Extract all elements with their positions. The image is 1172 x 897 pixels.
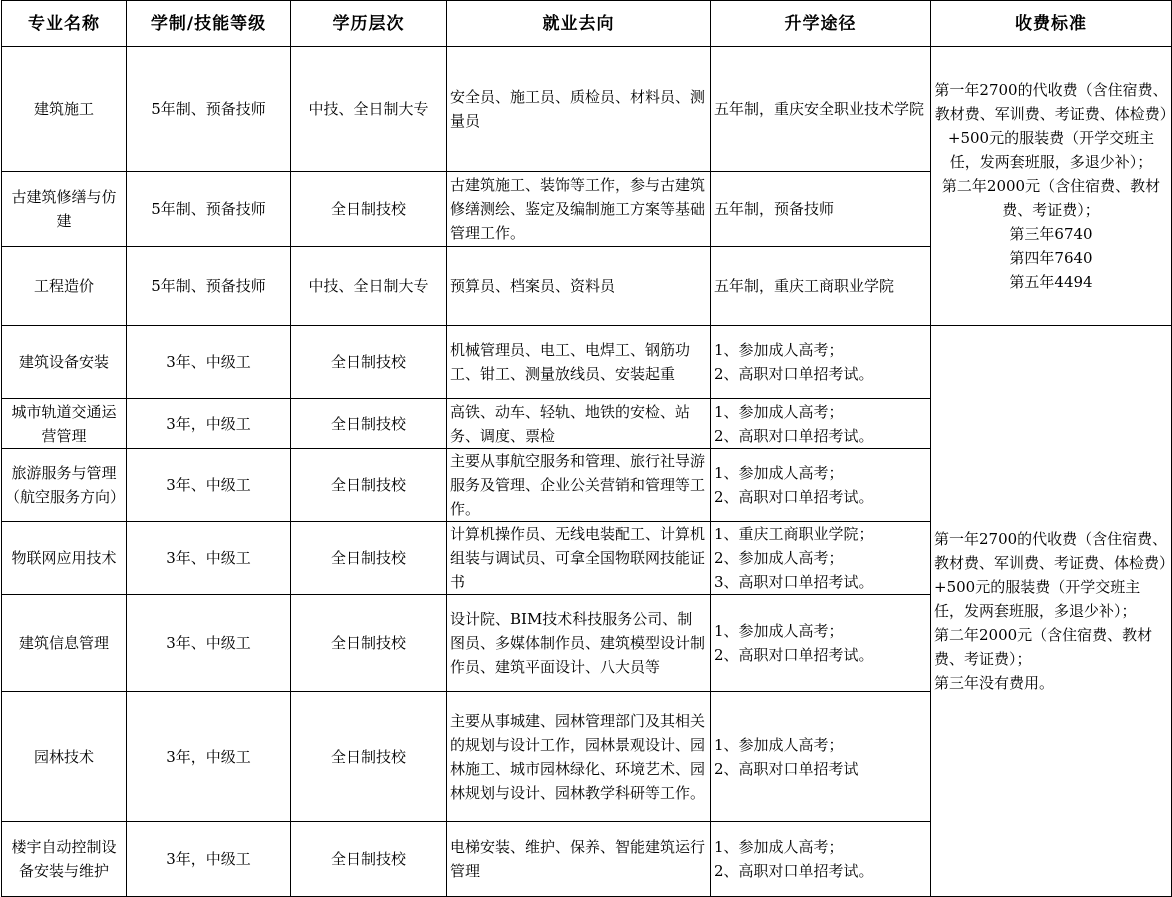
duration-cell: 3年、中级工	[127, 449, 291, 522]
further-study-cell: 1、参加成人高考； 2、高职对口单招考试。	[711, 595, 931, 692]
further-study-cell: 1、参加成人高考； 2、高职对口单招考试。	[711, 822, 931, 897]
table-row	[2, 47, 1172, 172]
duration-cell: 3年，中级工	[127, 692, 291, 822]
further-study-cell: 1、参加成人高考； 2、高职对口单招考试。	[711, 399, 931, 449]
further-study-cell: 1、参加成人高考； 2、高职对口单招考试。	[711, 326, 931, 399]
level-cell: 全日制技校	[291, 449, 447, 522]
further-study-cell: 五年制，预备技师	[711, 172, 931, 247]
duration-cell: 3年、中级工	[127, 326, 291, 399]
level-cell: 全日制技校	[291, 522, 447, 595]
fees-cell-five-year: 第一年2700的代收费（含住宿费、教材费、军训费、考证费、体检费）+500元的服装费（开学交班主任，发两套班服，多退少补）； 第二年2000元（含住宿费、教材费、考证费）； 第三年6740 第四年7640 第五年4494	[931, 47, 1172, 326]
major-cell: 楼宇自动控制设备安装与维护	[2, 822, 127, 897]
major-cell: 建筑信息管理	[2, 595, 127, 692]
header-further-study: 升学途径	[711, 1, 931, 47]
major-cell: 物联网应用技术	[2, 522, 127, 595]
jobs-cell: 设计院、BIM技术科技服务公司、制图员、多媒体制作员、建筑模型设计制作员、建筑平面设计、八大员等	[447, 595, 711, 692]
header-jobs: 就业去向	[447, 1, 711, 47]
program-table	[1, 0, 1172, 897]
duration-cell: 5年制、预备技师	[127, 47, 291, 172]
level-cell: 中技、全日制大专	[291, 247, 447, 326]
header-row	[2, 1, 1172, 47]
duration-cell: 3年、中级工	[127, 522, 291, 595]
table-row	[2, 326, 1172, 399]
jobs-cell: 古建筑施工、装饰等工作，参与古建筑修缮测绘、鉴定及编制施工方案等基础管理工作。	[447, 172, 711, 247]
major-cell: 建筑施工	[2, 47, 127, 172]
duration-cell: 5年制、预备技师	[127, 247, 291, 326]
duration-cell: 3年、中级工	[127, 595, 291, 692]
level-cell: 全日制技校	[291, 172, 447, 247]
level-cell: 全日制技校	[291, 692, 447, 822]
major-cell: 工程造价	[2, 247, 127, 326]
further-study-cell: 五年制，重庆工商职业学院	[711, 247, 931, 326]
jobs-cell: 电梯安装、维护、保养、智能建筑运行管理	[447, 822, 711, 897]
major-cell: 园林技术	[2, 692, 127, 822]
header-major: 专业名称	[2, 1, 127, 47]
duration-cell: 3年，中级工	[127, 822, 291, 897]
further-study-cell: 1、重庆工商职业学院； 2、参加成人高考； 3、高职对口单招考试。	[711, 522, 931, 595]
further-study-cell: 五年制，重庆安全职业技术学院	[711, 47, 931, 172]
duration-cell: 3年，中级工	[127, 399, 291, 449]
jobs-cell: 高铁、动车、轻轨、地铁的安检、站务、调度、票检	[447, 399, 711, 449]
further-study-cell: 1、参加成人高考； 2、高职对口单招考试	[711, 692, 931, 822]
fees-cell-three-year: 第一年2700的代收费（含住宿费、教材费、军训费、考证费、体检费）+500元的服装费（开学交班主任，发两套班服，多退少补）； 第二年2000元（含住宿费、教材费、考证费）； 第三年没有费用。	[931, 326, 1172, 897]
level-cell: 中技、全日制大专	[291, 47, 447, 172]
major-cell: 城市轨道交通运营管理	[2, 399, 127, 449]
major-cell: 建筑设备安装	[2, 326, 127, 399]
level-cell: 全日制技校	[291, 595, 447, 692]
major-cell: 古建筑修缮与仿建	[2, 172, 127, 247]
level-cell: 全日制技校	[291, 326, 447, 399]
jobs-cell: 机械管理员、电工、电焊工、钢筋功工、钳工、测量放线员、安装起重	[447, 326, 711, 399]
duration-cell: 5年制、预备技师	[127, 172, 291, 247]
header-level: 学历层次	[291, 1, 447, 47]
level-cell: 全日制技校	[291, 822, 447, 897]
jobs-cell: 主要从事航空服务和管理、旅行社导游服务及管理、企业公关营销和管理等工作。	[447, 449, 711, 522]
header-fees: 收费标准	[931, 1, 1172, 47]
header-duration: 学制/技能等级	[127, 1, 291, 47]
jobs-cell: 预算员、档案员、资料员	[447, 247, 711, 326]
level-cell: 全日制技校	[291, 399, 447, 449]
jobs-cell: 安全员、施工员、质检员、材料员、测量员	[447, 47, 711, 172]
major-cell: 旅游服务与管理（航空服务方向）	[2, 449, 127, 522]
further-study-cell: 1、参加成人高考； 2、高职对口单招考试。	[711, 449, 931, 522]
jobs-cell: 主要从事城建、园林管理部门及其相关的规划与设计工作，园林景观设计、园林施工、城市园林绿化、环境艺术、园林规划与设计、园林教学科研等工作。	[447, 692, 711, 822]
jobs-cell: 计算机操作员、无线电装配工、计算机组装与调试员、可拿全国物联网技能证书	[447, 522, 711, 595]
